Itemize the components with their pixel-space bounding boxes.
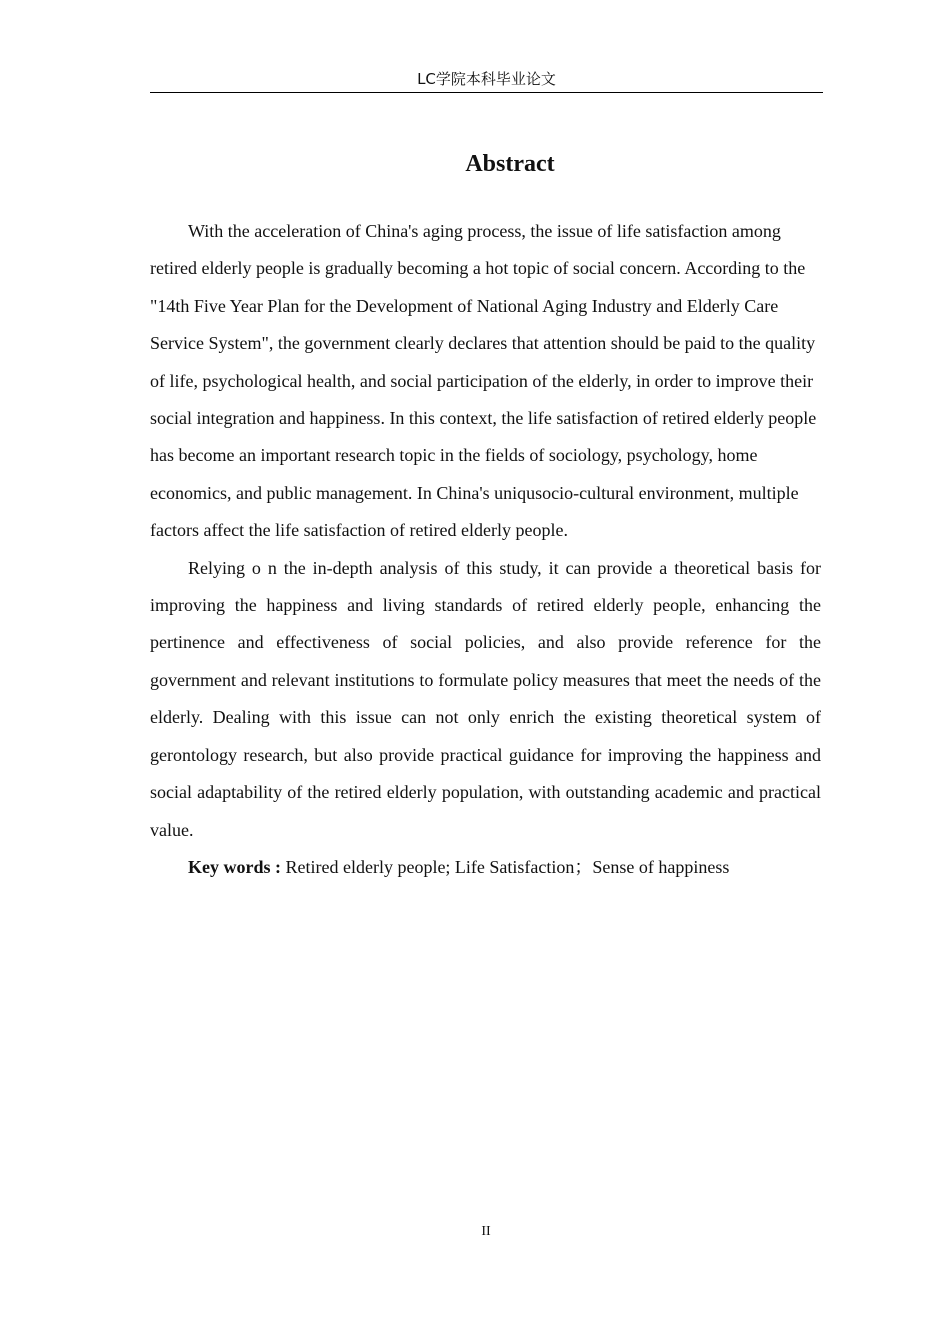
abstract-body <box>150 213 821 886</box>
header-text: LC学院本科毕业论文 <box>417 70 556 88</box>
abstract-title: Abstract <box>465 151 555 177</box>
keywords-value: Retired elderly people; Life Satisfaction；Sense of happiness <box>281 856 730 877</box>
keywords-label: Key words : <box>188 856 281 877</box>
page-number: II <box>481 1224 491 1239</box>
keywords-line <box>150 849 821 886</box>
abstract-paragraph-2: Relying o n the in-depth analysis of this study, it can provide a theoretical basis for improving the happiness and living standards of retired elderly people, enhancing the pertinence and effectiveness of social policies, and also provide reference for the government and relevant institutions to formulate policy measures that meet the needs of the elderly. Dealing with this issue can not only enrich the existing theoretical system of gerontology research, but also provide practical guidance for improving the happiness and social adaptability of the retired elderly population, with outstanding academic and practical value. <box>150 557 821 840</box>
abstract-paragraph-1: With the acceleration of China's aging process, the issue of life satisfaction among retired elderly people is gradually becoming a hot topic of social concern. According to the "14th Five Year Plan for the Development of National Aging Industry and Elderly Care Service System", the government clearly declares that attention should be paid to the quality of life, psychological health, and social participation of the elderly, in order to improve their social integration and happiness. In this context, the life satisfaction of retired elderly people has become an important research topic in the fields of sociology, psychology, home economics, and public management. In China's uniqusocio-cultural environment, multiple factors affect the life satisfaction of retired elderly people. <box>150 221 817 541</box>
page-header <box>150 66 823 93</box>
